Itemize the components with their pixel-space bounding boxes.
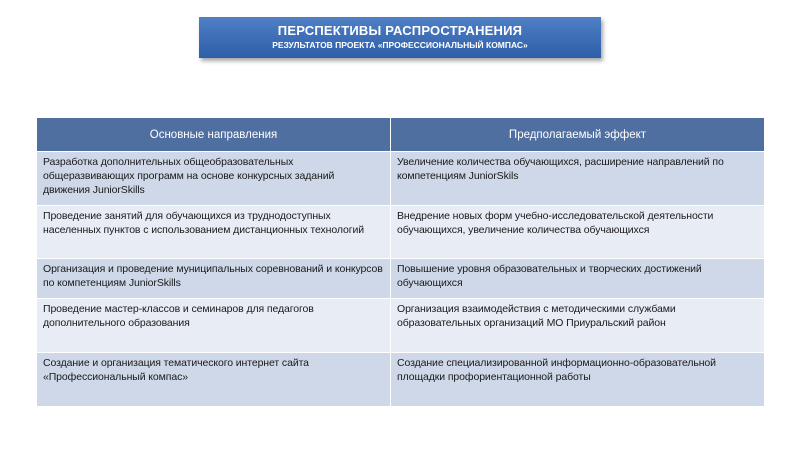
table-row: [37, 152, 765, 206]
banner-title: ПЕРСПЕКТИВЫ РАСПРОСТРАНЕНИЯ: [277, 23, 523, 38]
table-row: [37, 259, 765, 299]
column-header-directions: Основные направления: [37, 118, 391, 152]
title-banner: [199, 17, 601, 58]
directions-table: [36, 117, 765, 407]
table-cell-direction: Организация и проведение муниципальных соревнований и конкурсов по компетенциям JuniorSkills: [37, 259, 391, 299]
table-cell-effect: Организация взаимодействия с методическими службами образовательных организаций МО Приуральский район: [391, 299, 765, 353]
table-cell-direction: Проведение мастер-классов и семинаров для педагогов дополнительного образования: [37, 299, 391, 353]
table-cell-direction: Создание и организация тематического интернет сайта «Профессиональный компас»: [37, 353, 391, 407]
table-cell-effect: Увеличение количества обучающихся, расширение направлений по компетенциям JuniorSkils: [391, 152, 765, 206]
table-row: [37, 299, 765, 353]
column-header-effect: Предполагаемый эффект: [391, 118, 765, 152]
table-cell-effect: Повышение уровня образовательных и творческих достижений обучающихся: [391, 259, 765, 299]
table-cell-direction: Проведение занятий для обучающихся из труднодоступных населенных пунктов с использованием дистанционных технологий: [37, 206, 391, 259]
table-header-row: [37, 118, 765, 152]
table-cell-effect: Внедрение новых форм учебно-исследовательской деятельности обучающихся, увеличение количества обучающихся: [391, 206, 765, 259]
banner-subtitle: РЕЗУЛЬТАТОВ ПРОЕКТА «ПРОФЕССИОНАЛЬНЫЙ КОМПАС»: [272, 40, 528, 50]
table-row: [37, 353, 765, 407]
table-row: [37, 206, 765, 259]
table-cell-effect: Создание специализированной информационно-образовательной площадки профориентационной работы: [391, 353, 765, 407]
table-cell-direction: Разработка дополнительных общеобразовательных общеразвивающих программ на основе конкурсных заданий движения JuniorSkills: [37, 152, 391, 206]
